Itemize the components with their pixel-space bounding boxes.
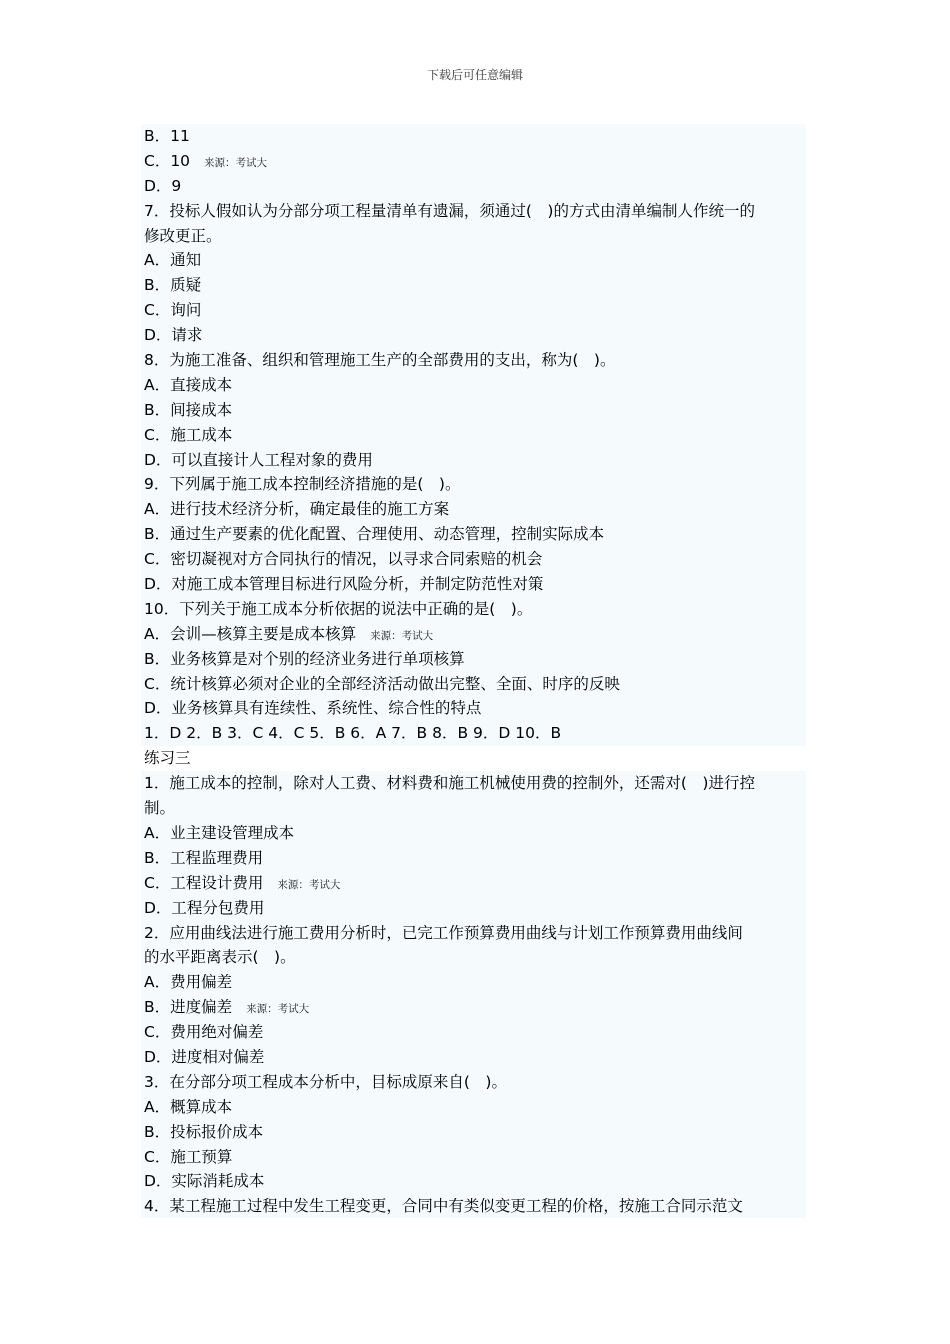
- line-text: C．密切凝视对方合同执行的情况，以寻求合同索赔的机会: [144, 550, 543, 569]
- source-note: 来源：考试大: [204, 156, 268, 169]
- line-text: 练习三: [144, 749, 191, 768]
- line-text: D．可以直接计人工程对象的费用: [144, 450, 373, 469]
- text-line: [144, 970, 804, 995]
- text-line: [144, 696, 804, 721]
- text-line: [144, 871, 804, 896]
- line-text: B．11: [144, 127, 190, 145]
- line-text: 3．在分部分项工程成本分析中，目标成原来自( )。: [144, 1072, 507, 1091]
- text-line: [144, 672, 804, 697]
- text-line: [144, 547, 804, 572]
- text-line: [144, 423, 804, 448]
- text-line: [144, 174, 804, 199]
- text-line: [144, 746, 804, 771]
- line-text: 10．下列关于施工成本分析依据的说法中正确的是( )。: [144, 599, 533, 618]
- line-text: B．工程监理费用: [144, 848, 264, 867]
- text-line: [144, 597, 804, 622]
- line-text: A．业主建设管理成本: [144, 823, 295, 842]
- text-line: [144, 647, 804, 672]
- line-text: 8．为施工准备、组织和管理施工生产的全部费用的支出，称为( )。: [144, 351, 616, 370]
- text-line: [144, 1194, 804, 1219]
- text-line: [144, 721, 804, 746]
- line-text: 制。: [144, 799, 176, 818]
- text-line: [144, 298, 804, 323]
- text-line: [144, 224, 804, 249]
- line-text: 1．D 2．B 3．C 4．C 5．B 6．A 7．B 8．B 9．D 10．B: [144, 724, 562, 743]
- line-text: B．投标报价成本: [144, 1122, 264, 1141]
- line-text: D．业务核算具有连续性、系统性、综合性的特点: [144, 699, 482, 718]
- line-text: 7．投标人假如认为分部分项工程量清单有遗漏，须通过( )的方式由清单编制人作统一的: [144, 201, 755, 220]
- line-text: 9．下列属于施工成本控制经济措施的是( )。: [144, 475, 461, 494]
- line-text: 的水平距离表示( )。: [144, 948, 296, 967]
- text-line: [144, 522, 804, 547]
- text-line: [144, 921, 804, 946]
- line-text: A．通知: [144, 251, 202, 270]
- text-line: [144, 1145, 804, 1170]
- line-text: B．间接成本: [144, 400, 233, 419]
- line-text: 1．施工成本的控制，除对人工费、材料费和施工机械使用费的控制外，还需对( )进行控: [144, 774, 755, 793]
- text-line: [144, 472, 804, 497]
- source-note: 来源：考试大: [370, 629, 434, 642]
- text-line: [144, 1169, 804, 1194]
- line-text: B．进度偏差: [144, 998, 233, 1017]
- text-line: [144, 398, 804, 423]
- line-text: B．质疑: [144, 276, 202, 295]
- line-text: C．费用绝对偏差: [144, 1023, 264, 1042]
- line-text: D．请求: [144, 326, 203, 345]
- line-text: D．对施工成本管理目标进行风险分析，并制定防范性对策: [144, 575, 544, 594]
- line-text: A．费用偏差: [144, 973, 233, 992]
- line-text: 4．某工程施工过程中发生工程变更，合同中有类似变更工程的价格，按施工合同示范文: [144, 1197, 743, 1216]
- text-line: [144, 199, 804, 224]
- text-line: [144, 1045, 804, 1070]
- page-header: 下载后可任意编辑: [426, 68, 523, 82]
- line-text: A．会训—核算主要是成本核算: [144, 624, 357, 643]
- line-text: A．直接成本: [144, 375, 233, 394]
- line-text: 2．应用曲线法进行施工费用分析时，已完工作预算费用曲线与计划工作预算费用曲线间: [144, 923, 743, 942]
- line-text: D．实际消耗成本: [144, 1172, 265, 1191]
- line-text: 修改更正。: [144, 226, 222, 245]
- text-line: [144, 622, 804, 647]
- line-text: B．通过生产要素的优化配置、合理使用、动态管理，控制实际成本: [144, 525, 605, 544]
- text-line: [144, 323, 804, 348]
- source-note: 来源：考试大: [277, 878, 341, 891]
- line-text: C．施工成本: [144, 425, 233, 444]
- line-text: B．业务核算是对个别的经济业务进行单项核算: [144, 649, 465, 668]
- text-line: [144, 273, 804, 298]
- line-text: D．9: [144, 176, 182, 195]
- line-text: A．概算成本: [144, 1097, 233, 1116]
- text-line: [144, 796, 804, 821]
- line-text: C．施工预算: [144, 1147, 233, 1166]
- text-line: [144, 1095, 804, 1120]
- line-text: D．进度相对偏差: [144, 1047, 265, 1066]
- text-line: [144, 1070, 804, 1095]
- text-line: [144, 1020, 804, 1045]
- line-text: C．统计核算必须对企业的全部经济活动做出完整、全面、时序的反映: [144, 674, 620, 693]
- source-note: 来源：考试大: [246, 1003, 310, 1016]
- text-line: [144, 896, 804, 921]
- text-line: [144, 995, 804, 1020]
- text-line: [144, 248, 804, 273]
- line-text: A．进行技术经济分析，确定最佳的施工方案: [144, 500, 450, 519]
- text-line: [144, 945, 804, 970]
- document-body: [144, 124, 804, 1219]
- line-text: C．工程设计费用: [144, 873, 264, 892]
- text-line: [144, 497, 804, 522]
- text-line: [144, 149, 804, 174]
- line-text: C．询问: [144, 301, 202, 320]
- text-line: [144, 771, 804, 796]
- text-line: [144, 1120, 804, 1145]
- text-line: [144, 124, 804, 149]
- line-text: C．10: [144, 151, 191, 170]
- text-line: [144, 448, 804, 473]
- text-line: [144, 846, 804, 871]
- text-line: [144, 348, 804, 373]
- line-text: D．工程分包费用: [144, 898, 265, 917]
- text-line: [144, 821, 804, 846]
- text-line: [144, 373, 804, 398]
- text-line: [144, 572, 804, 597]
